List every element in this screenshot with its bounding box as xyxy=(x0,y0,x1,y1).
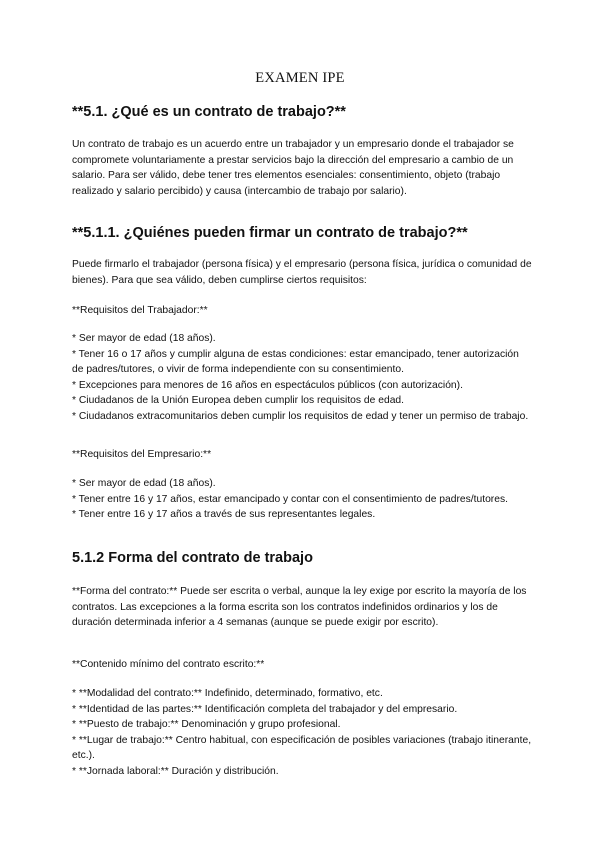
contract-form-paragraph: **Forma del contrato:** Puede ser escrita o verbal, aunque la ley exige por escrito la mayoría de los contratos. Las excepciones a la forma escrita son los contratos indefinidos ordinarios y los de duración determinada inferior a 4 semanas (aunque se puede exigir por escrito). xyxy=(72,586,527,628)
employer-requirements-list xyxy=(72,476,532,523)
list-item: * Tener 16 o 17 años y cumplir alguna de estas condiciones: estar emancipado, tener autorización de padres/tutores, o vivir de forma independiente con su consentimiento. xyxy=(72,348,519,375)
worker-requirements-label: **Requisitos del Trabajador:** xyxy=(72,305,208,316)
section-heading-5-1: **5.1. ¿Qué es un contrato de trabajo?** xyxy=(72,104,346,120)
list-item: * **Jornada laboral:** Duración y distribución. xyxy=(72,765,279,777)
list-item: * Ciudadanos de la Unión Europea deben cumplir los requisitos de edad. xyxy=(72,395,405,406)
minimum-content-list xyxy=(72,686,532,779)
list-item: * Ser mayor de edad (18 años). xyxy=(72,478,216,489)
list-item: * Excepciones para menores de 16 años en espectáculos públicos (con autorización). xyxy=(72,379,463,391)
section-5-1-paragraph: Un contrato de trabajo es un acuerdo entre un trabajador y un empresario donde el trabajador se compromete voluntariamente a prestar servicios bajo la dirección del empresario a cambio de un salario. Para ser válido, debe tener tres elementos esenciales: consentimiento, objeto (trabajo realizado y salario percibido) y causa (intercambio de trabajo por salario). xyxy=(72,139,514,197)
section-heading-5-1-2: 5.1.2 Forma del contrato de trabajo xyxy=(72,550,313,566)
list-item: * Ser mayor de edad (18 años). xyxy=(72,333,216,344)
section-heading-5-1-1: **5.1.1. ¿Quiénes pueden firmar un contrato de trabajo?** xyxy=(72,225,468,241)
list-item: * **Puesto de trabajo:** Denominación y grupo profesional. xyxy=(72,719,341,730)
list-item: * Tener entre 16 y 17 años, estar emancipado y contar con el consentimiento de padres/tutores. xyxy=(72,493,508,505)
list-item: * Ciudadanos extracomunitarios deben cumplir los requisitos de edad y tener un permiso de trabajo. xyxy=(72,410,529,422)
list-item: * **Identidad de las partes:** Identificación completa del trabajador y del empresario. xyxy=(72,703,458,715)
list-item: * **Lugar de trabajo:** Centro habitual, con especificación de posibles variaciones (trabajo itinerante, etc.). xyxy=(72,734,532,761)
minimum-content-label: **Contenido mínimo del contrato escrito:** xyxy=(72,659,265,670)
section-5-1-1-intro: Puede firmarlo el trabajador (persona física) y el empresario (persona física, jurídica o comunidad de bienes). Para que sea válido, deben cumplirse ciertos requisitos: xyxy=(72,259,532,286)
worker-requirements-list xyxy=(72,331,532,424)
list-item: * **Modalidad del contrato:** Indefinido, determinado, formativo, etc. xyxy=(72,688,383,699)
employer-requirements-label: **Requisitos del Empresario:** xyxy=(72,449,212,460)
page-title: EXAMEN IPE xyxy=(255,70,345,86)
list-item: * Tener entre 16 y 17 años a través de sus representantes legales. xyxy=(72,509,376,520)
